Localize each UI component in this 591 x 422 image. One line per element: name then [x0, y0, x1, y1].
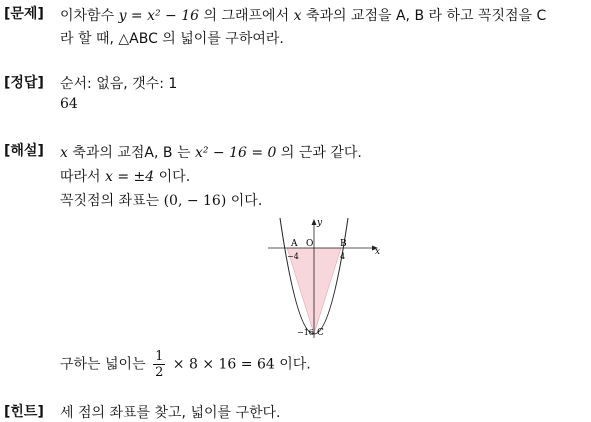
- tick-neg4-label: −4: [287, 252, 299, 261]
- explanation-text: 이다.: [279, 356, 311, 373]
- problem-text: 축과의 교점을 A, B 라 하고 꼭짓점을 C: [305, 8, 547, 24]
- axis-x-label: x: [375, 247, 381, 257]
- fraction-numerator: 1: [155, 349, 164, 364]
- equation: x = ±4: [105, 169, 155, 185]
- tick-neg16-label: −16: [297, 328, 314, 337]
- explanation-line-2: [60, 166, 190, 186]
- hint-text: 세 점의 좌표를 찾고, 넓이를 구한다.: [60, 405, 281, 421]
- parabola-graph: [264, 214, 384, 340]
- x-variable: x: [293, 8, 302, 24]
- explanation-text: 이다.: [230, 193, 263, 209]
- equation: x² − 16 = 0: [194, 145, 277, 161]
- explanation-text: 의 근과 같다.: [280, 145, 362, 161]
- explanation-text: 축과의 교점A, B 는: [72, 145, 191, 161]
- problem-text: 의 그래프에서: [203, 8, 290, 24]
- explanation-text: 이다.: [158, 169, 191, 185]
- fraction-denominator: 2: [155, 365, 164, 380]
- explanation-line-3: [60, 190, 262, 210]
- axis-y-label: y: [317, 218, 323, 228]
- explanation-line-1: [60, 142, 362, 162]
- fraction-half: [153, 349, 165, 380]
- point-b-label: B: [340, 239, 347, 249]
- point-c-label: C: [317, 328, 324, 338]
- vertex-coordinate: (0, − 16): [163, 193, 227, 209]
- x-variable: x: [60, 145, 68, 161]
- problem-line-2: 라 할 때, △ABC 의 넓이를 구하여라.: [60, 31, 284, 47]
- area-line: [60, 349, 311, 380]
- explanation-text: 따라서: [60, 169, 101, 185]
- answer-label: [정답]: [4, 75, 44, 91]
- problem-text: 이차함수: [60, 8, 115, 24]
- area-expression: × 8 × 16 = 64: [172, 356, 275, 373]
- origin-label: O: [306, 239, 314, 249]
- tick-4-label: 4: [340, 252, 346, 261]
- problem-line-1: [60, 5, 546, 25]
- problem-label: [문제]: [4, 6, 44, 22]
- explanation-label: [해설]: [4, 143, 44, 159]
- answer-value: 64: [60, 96, 78, 112]
- explanation-text: 꼭짓점의 좌표는: [60, 193, 160, 209]
- explanation-text: 구하는 넓이는: [60, 356, 146, 373]
- function-expression: y = x² − 16: [118, 8, 200, 24]
- answer-line-1: 순서: 없음, 갯수: 1: [60, 76, 178, 92]
- hint-label: [힌트]: [4, 404, 44, 420]
- point-a-label: A: [291, 239, 298, 249]
- y-axis-arrow: [312, 219, 317, 225]
